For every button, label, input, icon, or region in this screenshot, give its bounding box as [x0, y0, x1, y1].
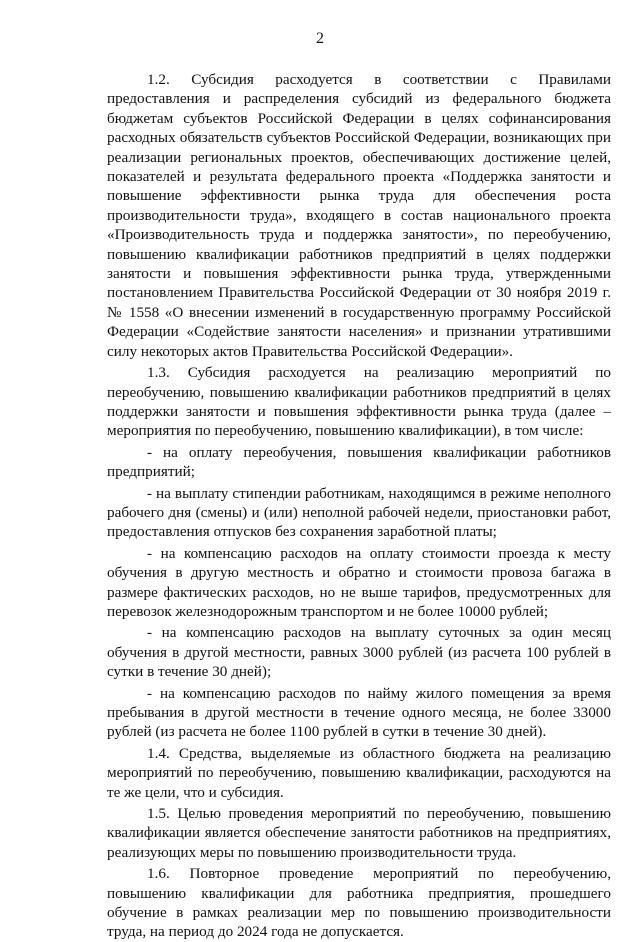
paragraph-1-2: 1.2. Субсидия расходуется в соответствии с Правилами предоставления и распределения субсидий из федерального бюджета бюджетам субъектов Российской Федерации в целях софинансирования расходных обязательств субъектов Российской Федерации, возникающих при реализации региональных проектов, обеспечивающих достижение целей, показателей и результата федерального проекта «Поддержка занятости и повышение эффективности рынка труда для обеспечения роста производительности труда», входящего в состав национального проекта «Производительность труда и поддержка занятости», по переобучению, повышению квалификации работников предприятий в целях поддержки занятости и повышения эффективности рынка труда, утвержденными постановлением Правительства Российской Федерации от 30 ноября 2019 г. № 1558 «О внесении изменений в государственную программу Российской Федерации «Содействие занятости населения» и признании утратившими силу некоторых актов Правительства Российской Федерации». [107, 71, 611, 360]
paragraph-1-3: 1.3. Субсидия расходуется на реализацию мероприятий по переобучению, повышению квалификации работников предприятий в целях поддержки занятости и повышения эффективности рынка труда (далее – мероприятия по переобучению, повышению квалификации), в том числе: [107, 364, 611, 440]
paragraph-1-4: 1.4. Средства, выделяемые из областного бюджета на реализацию мероприятий по переобучению, повышению квалификации, расходуются на те же цели, что и субсидия. [107, 744, 611, 801]
paragraph-1-5: 1.5. Целью проведения мероприятий по переобучению, повышению квалификации является обеспечение занятости работников на предприятиях, реализующих меры по повышению производительности труда. [107, 805, 611, 861]
document-body [107, 70, 611, 942]
list-item-daily-allowance: - на компенсацию расходов на выплату суточных за один месяц обучения в другой местности, равных 3000 рублей (из расчета 100 рублей в сутки в течение 30 дней); [107, 624, 611, 681]
list-item-training-payment: - на оплату переобучения, повышения квалификации работников предприятий; [107, 443, 611, 481]
list-item-stipend: - на выплату стипендии работникам, находящимся в режиме неполного рабочего дня (смены) и (или) неполной рабочей недели, приостановки работ, предоставления отпусков без сохранения заработной платы; [107, 484, 611, 541]
list-item-travel-compensation: - на компенсацию расходов на оплату стоимости проезда к месту обучения в другую местность и обратно и стоимости провоза багажа в размере фактических расходов, но не выше тарифов, предусмотренных для перевозок железнодорожным транспортом и не более 10000 рублей; [107, 544, 611, 620]
list-item-housing-compensation: - на компенсацию расходов по найму жилого помещения за время пребывания в другой местности в течение одного месяца, не более 33000 рублей (из расчета не более 1100 рублей в сутки в течение 30 дней). [107, 684, 611, 741]
paragraph-1-6: 1.6. Повторное проведение мероприятий по переобучению, повышению квалификации для работника предприятия, прошедшего обучение в рамках реализации мер по повышению производительности труда, на период до 2024 года не допускается. [107, 865, 611, 941]
page-number: 2 [316, 30, 324, 47]
